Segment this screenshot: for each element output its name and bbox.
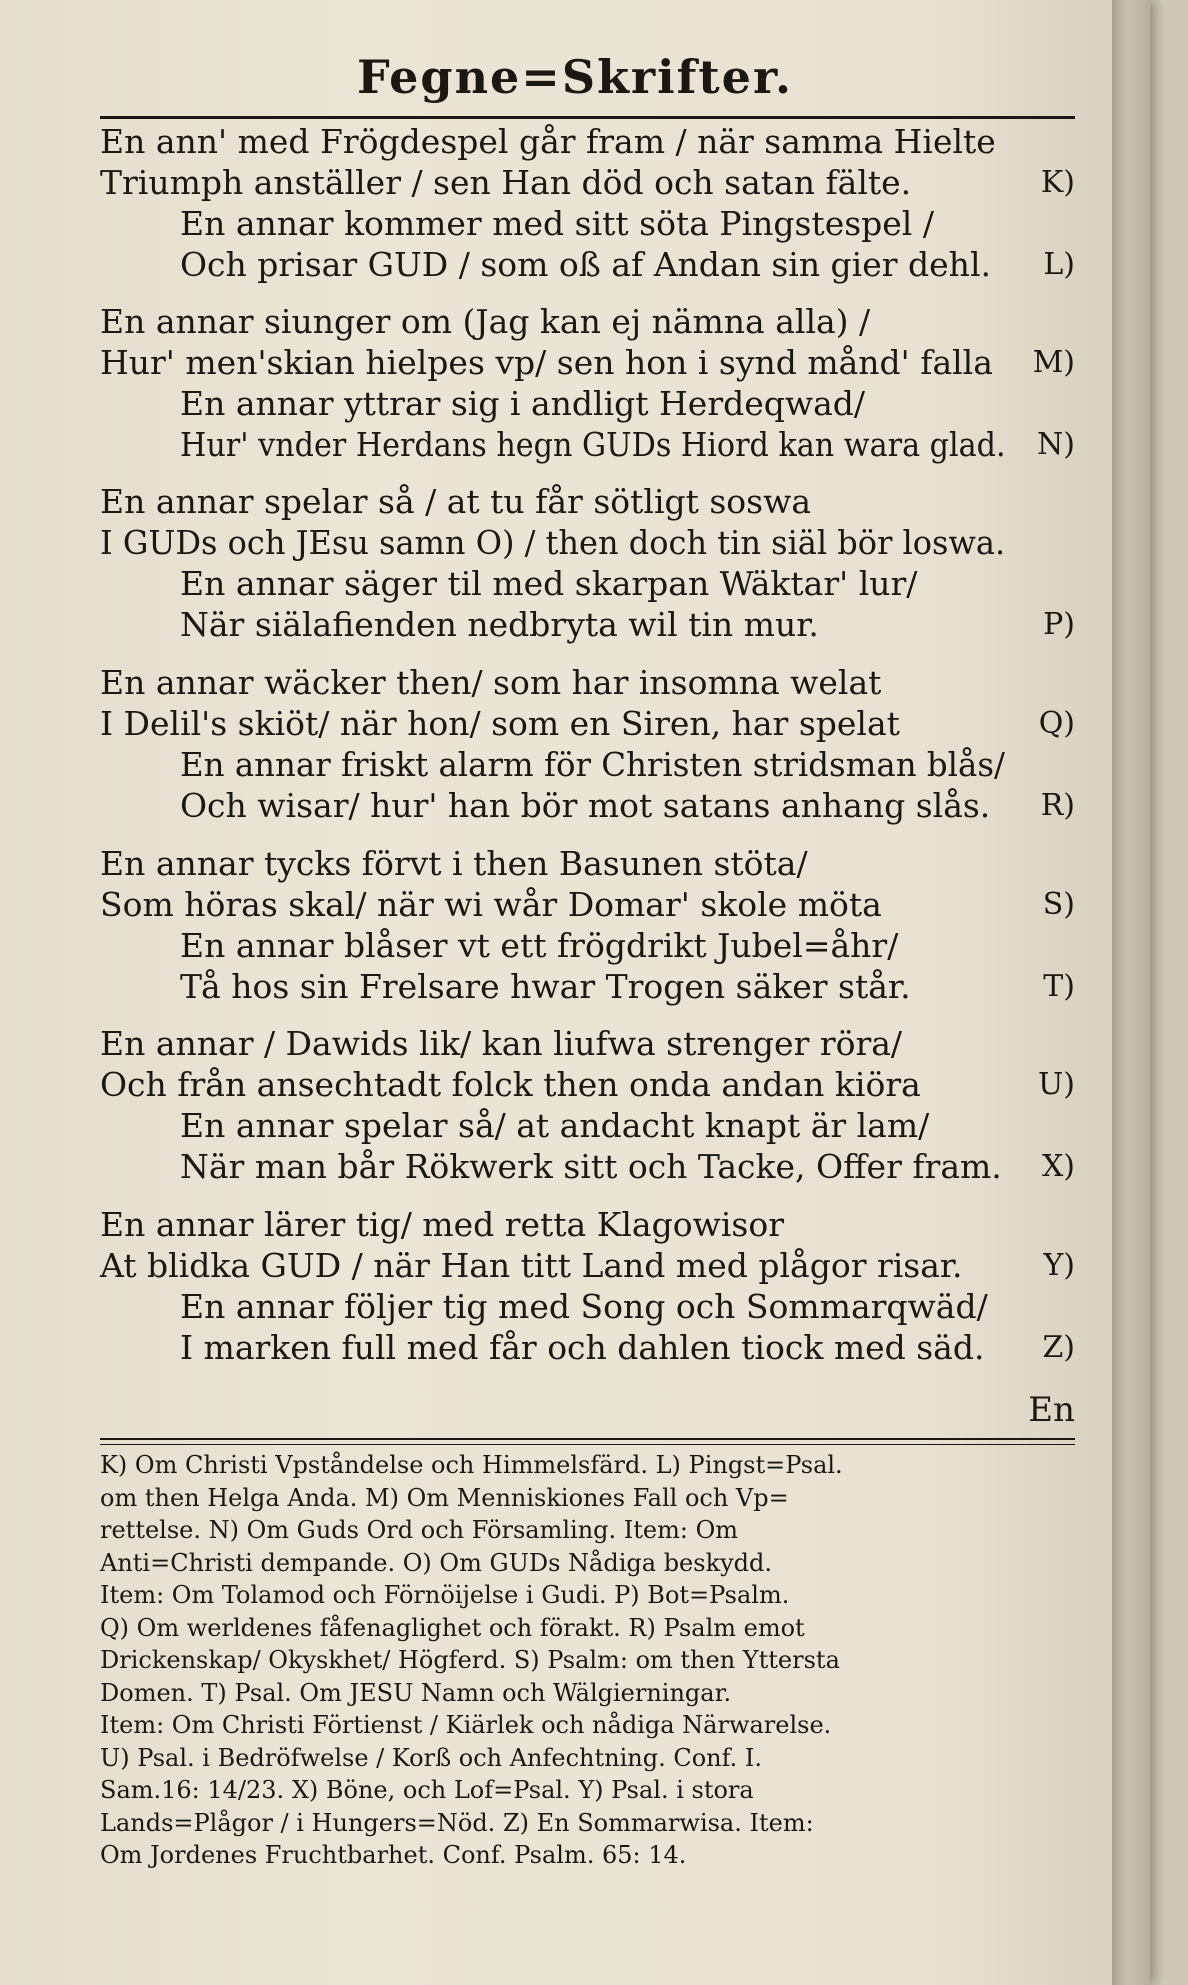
verse-text: Och från ansechtadt folck then onda andan kiöra [100, 1065, 921, 1104]
footnote-marker: S) [1042, 887, 1075, 922]
verse-line [100, 842, 1075, 886]
verse-text: En annar tycks förvt i then Basunen stöta/ [100, 844, 808, 883]
header-rule [100, 116, 1075, 119]
footnote-line: Item: Om Christi Förtienst / Kiärlek och nådiga Närwarelse. [100, 1711, 832, 1739]
verse-text: En annar wäcker then/ som har insomna welat [100, 663, 882, 702]
verse-text: I Delil's skiöt/ när hon/ som en Siren, har spelat [100, 704, 900, 743]
verse-text: Tå hos sin Frelsare hwar Trogen säker står. [180, 967, 911, 1006]
footnote-marker: Z) [1042, 1330, 1075, 1365]
verse-line [100, 562, 1075, 606]
verse-text: Som höras skal/ när wi wår Domar' skole möta [100, 885, 882, 924]
verse-text: Triumph anställer / sen Han död och satan fälte. [100, 163, 912, 202]
verse-line [100, 924, 1075, 968]
verse-text: I marken full med får och dahlen tiock med säd. [180, 1328, 985, 1367]
footnote-line: Lands=Plågor / i Hungers=Nöd. Z) En Sommarwisa. Item: [100, 1808, 814, 1837]
verse-line [100, 1285, 1075, 1329]
verse-line [100, 1022, 1075, 1066]
footnote-marker: P) [1043, 607, 1075, 642]
verse-line [100, 382, 1075, 426]
footnote-marker: Y) [1043, 1248, 1075, 1283]
footnote-line: rettelse. N) Om Guds Ord och Församling. Item: Om [100, 1516, 739, 1544]
verse-text: En annar / Dawids lik/ kan liufwa strenger röra/ [100, 1024, 903, 1063]
verse-text: En annar siunger om (Jag kan ej nämna alla) / [100, 302, 871, 341]
footnote-line: Anti=Christi dempande. O) Om GUDs Nådiga beskydd. [100, 1548, 773, 1577]
verse-line [100, 202, 1075, 246]
footnote-marker: T) [1043, 969, 1075, 1004]
footnote-line: om then Helga Anda. M) Om Menniskiones Fall och Vp= [100, 1483, 789, 1512]
footnote-marker: X) [1041, 1149, 1075, 1184]
verse-text: En annar följer tig med Song och Sommarqwäd/ [180, 1287, 988, 1326]
verse-text: En annar kommer med sitt söta Pingstespel / [180, 204, 934, 243]
verse-text: I GUDs och JEsu samn O) / then doch tin siäl bör loswa. [100, 523, 1006, 562]
verse-line [100, 243, 1075, 287]
footnote-rule [100, 1438, 1075, 1440]
footnote-marker: Q) [1038, 706, 1075, 741]
footnote-line: U) Psal. i Bedröfwelse / Korß och Anfechtning. Conf. I. [100, 1743, 763, 1772]
verse-line [100, 784, 1075, 828]
verse-text: En ann' med Frögdespel går fram / när samma Hielte [100, 122, 996, 161]
footnote-line: Item: Om Tolamod och Förnöijelse i Gudi. P) Bot=Psalm. [100, 1581, 790, 1609]
footnote-line: Om Jordenes Fruchtbarhet. Conf. Psalm. 65: 14. [100, 1841, 687, 1869]
verse-text: At blidka GUD / när Han titt Land med plågor risar. [100, 1246, 963, 1285]
footnote-marker: K) [1040, 165, 1075, 200]
verse-text: När siälafienden nedbryta wil tin mur. [180, 605, 819, 644]
verse-line [100, 883, 1075, 927]
verse-line [100, 965, 1075, 1009]
verse-line [100, 480, 1075, 524]
verse-line [100, 702, 1075, 746]
verse-text: När man bår Rökwerk sitt och Tacke, Offer fram. [180, 1147, 1002, 1186]
verse-line [100, 1326, 1075, 1370]
verse-line [100, 1104, 1075, 1148]
verse-text: En annar spelar så/ at andacht knapt är lam/ [180, 1106, 930, 1145]
footnote-marker: U) [1038, 1067, 1075, 1102]
verse-text: En annar säger til med skarpan Wäktar' lur/ [180, 564, 918, 603]
verse-line [100, 161, 1075, 205]
verse-line [100, 1063, 1075, 1107]
footnote-rule-thin [100, 1444, 1075, 1445]
verse-text: Hur' vnder Herdans hegn GUDs Hiord kan wara glad. [180, 425, 1006, 464]
verse-line [100, 603, 1075, 647]
verse-text: En annar friskt alarm för Christen stridsman blås/ [180, 745, 1005, 784]
verse-line [100, 300, 1075, 344]
verse-text: Hur' men'skian hielpes vp/ sen hon i synd månd' falla [100, 343, 993, 382]
footnote-line: Q) Om werldenes fåfenaglighet och förakt. R) Psalm emot [100, 1613, 805, 1642]
verse-line [100, 423, 1075, 467]
footnote-marker: M) [1032, 345, 1075, 380]
verse-line [100, 120, 1075, 164]
verse-text: En annar lärer tig/ med retta Klagowisor [100, 1205, 784, 1244]
verse-line [100, 1244, 1075, 1288]
verse-line [100, 521, 1075, 565]
footnote-line: Sam.16: 14/23. X) Böne, och Lof=Psal. Y) Psal. i stora [100, 1776, 754, 1804]
verse-text: Och prisar GUD / som oß af Andan sin gier dehl. [180, 245, 991, 284]
verse-line [100, 1145, 1075, 1189]
footnote-line: Drickenskap/ Okyskhet/ Högferd. S) Psalm: om then Yttersta [100, 1646, 840, 1674]
footnote-marker: L) [1043, 247, 1075, 282]
footnote-marker: N) [1037, 427, 1075, 462]
footnote-marker: R) [1040, 788, 1075, 823]
footnote-line: Domen. T) Psal. Om JESU Namn och Wälgierningar. [100, 1678, 732, 1707]
verse-line [100, 743, 1075, 787]
verse-text: En annar spelar så / at tu får sötligt soswa [100, 482, 812, 521]
verse-text: En annar blåser vt ett frögdrikt Jubel=åhr/ [180, 926, 899, 965]
catchword: En [1028, 1390, 1075, 1430]
verse-text: En annar yttrar sig i andligt Herdeqwad/ [180, 384, 866, 423]
footnote-line: K) Om Christi Vpståndelse och Himmelsfärd. L) Pingst=Psal. [100, 1451, 843, 1479]
verse-line [100, 1203, 1075, 1247]
verse-text: Och wisar/ hur' han bör mot satans anhang slås. [180, 786, 991, 825]
page-title: Fegne=Skrifter. [357, 50, 793, 104]
verse-line [100, 341, 1075, 385]
verse-line [100, 661, 1075, 705]
page-edge [1112, 0, 1150, 1985]
